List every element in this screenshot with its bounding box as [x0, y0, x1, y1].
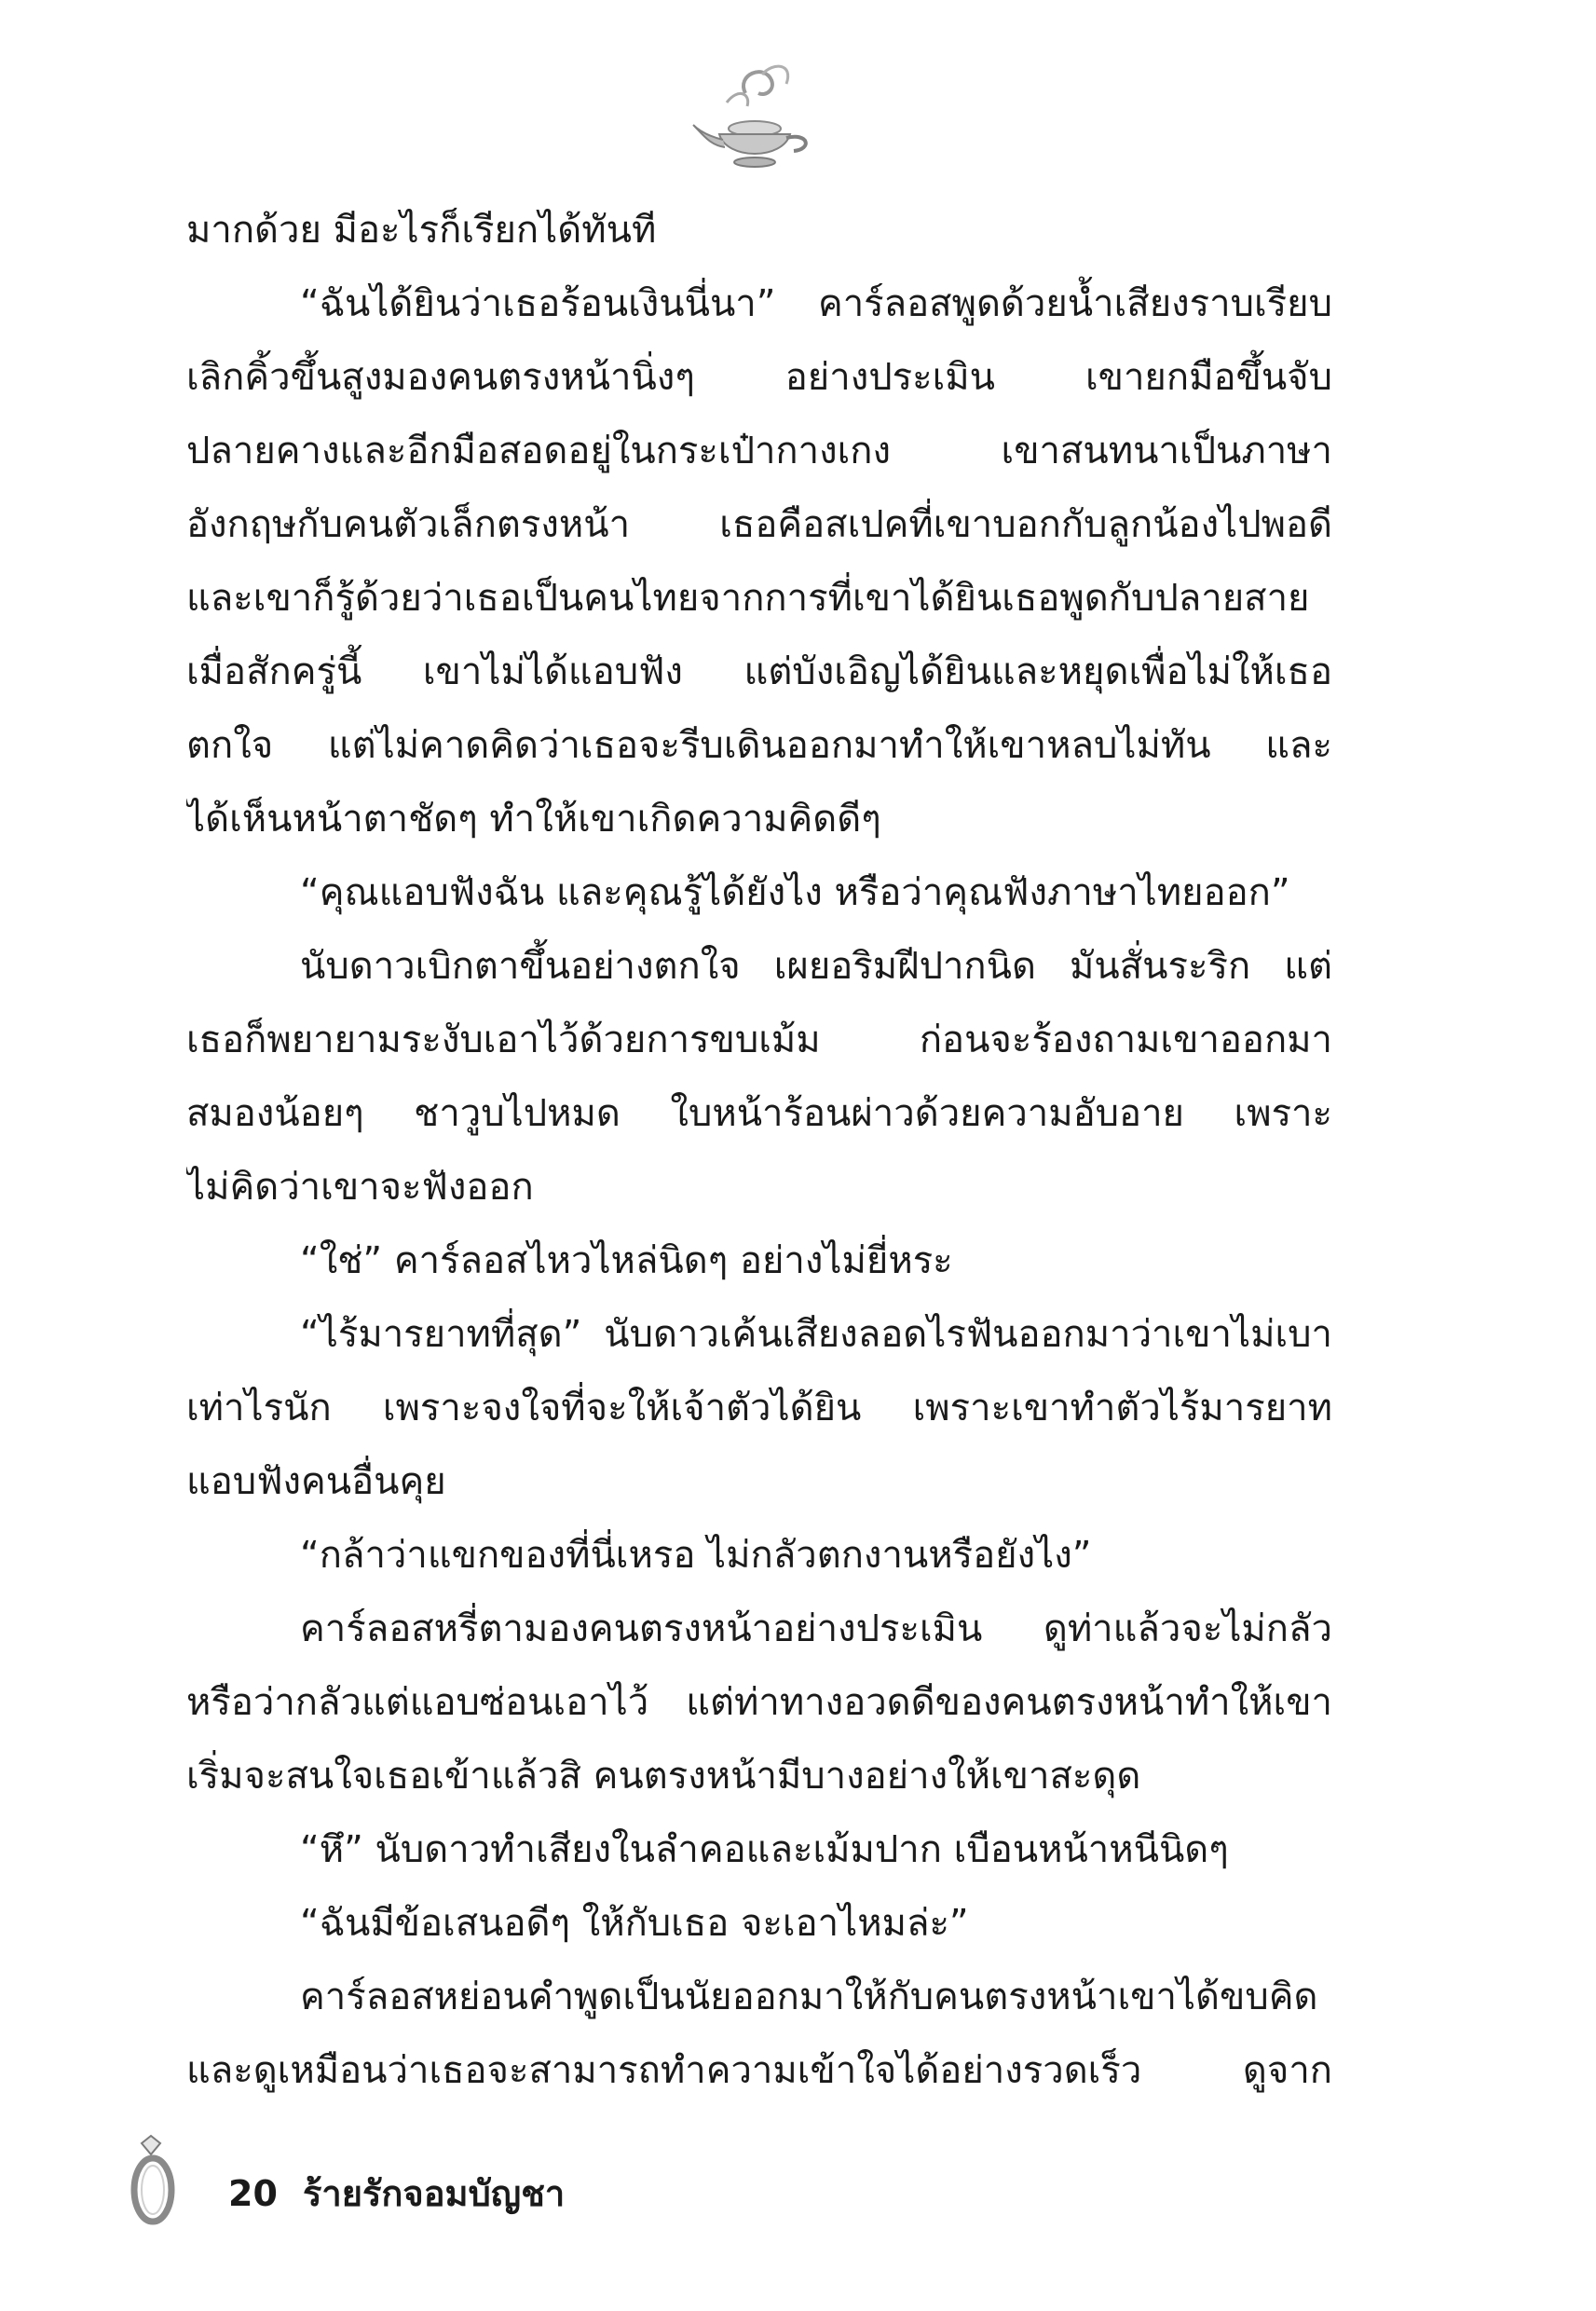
page-number: 20 [228, 2173, 278, 2214]
book-title: ร้ายรักจอมบัญชา [303, 2173, 566, 2214]
text-line: ตกใจ แต่ไม่คาดคิดว่าเธอจะรีบเดินออกมาทำให้เขาหลบไม่ทัน และ [186, 724, 1332, 767]
magic-lamp-icon [689, 56, 820, 177]
text-line: คาร์ลอสหรี่ตามองคนตรงหน้าอย่างประเมิน ดูท่าแล้วจะไม่กลัว [300, 1607, 1332, 1650]
text-line: “ฉันมีข้อเสนอดีๆ ให้กับเธอ จะเอาไหมล่ะ” [300, 1902, 969, 1945]
text-line: “กล้าว่าแขกของที่นี่เหรอ ไม่กลัวตกงานหรือยังไง” [300, 1534, 1092, 1577]
text-line: ได้เห็นหน้าตาชัดๆ ทำให้เขาเกิดความคิดดีๆ [186, 798, 881, 841]
text-line: “ใช่” คาร์ลอสไหวไหล่นิดๆ อย่างไม่ยี่หระ [300, 1239, 953, 1282]
text-line: “ไร้มารยาทที่สุด” นับดาวเค้นเสียงลอดไรฟันออกมาว่าเขาไม่เบา [300, 1313, 1332, 1356]
text-line: “หึ” นับดาวทำเสียงในลำคอและเม้มปาก เบือนหน้าหนีนิดๆ [300, 1828, 1229, 1871]
text-line: และดูเหมือนว่าเธอจะสามารถทำความเข้าใจได้อย่างรวดเร็ว ดูจาก [186, 2049, 1332, 2092]
text-line: “ฉันได้ยินว่าเธอร้อนเงินนี่นา” คาร์ลอสพูดด้วยน้ำเสียงราบเรียบ [300, 282, 1332, 325]
text-line: สมองน้อยๆ ชาวูบไปหมด ใบหน้าร้อนผ่าวด้วยความอับอาย เพราะ [186, 1092, 1332, 1135]
text-line: เธอก็พยายามระงับเอาไว้ด้วยการขบเม้ม ก่อนจะร้องถามเขาออกมา [186, 1019, 1332, 1061]
text-line: มากด้วย มีอะไรก็เรียกได้ทันที [186, 209, 657, 252]
text-line: หรือว่ากลัวแต่แอบซ่อนเอาไว้ แต่ท่าทางอวดดีของคนตรงหน้าทำให้เขา [186, 1681, 1332, 1724]
text-line: คาร์ลอสหย่อนคำพูดเป็นนัยออกมาให้กับคนตรงหน้าเขาได้ขบคิด [300, 1976, 1318, 2018]
text-line: แอบฟังคนอื่นคุย [186, 1460, 446, 1503]
text-line: ไม่คิดว่าเขาจะฟังออก [186, 1166, 534, 1209]
body-text [186, 194, 1332, 2108]
text-line: อังกฤษกับคนตัวเล็กตรงหน้า เธอคือสเปคที่เขาบอกกับลูกน้องไปพอดี [186, 503, 1332, 546]
text-line: “คุณแอบฟังฉัน และคุณรู้ได้ยังไง หรือว่าคุณฟังภาษาไทยออก” [300, 871, 1290, 914]
text-line: ปลายคางและอีกมือสอดอยู่ในกระเป๋ากางเกง เขาสนทนาเป็นภาษา [186, 430, 1332, 472]
text-line: เมื่อสักครู่นี้ เขาไม่ได้แอบฟัง แต่บังเอิญได้ยินและหยุดเพื่อไม่ให้เธอ [186, 650, 1332, 693]
text-line: เลิกคิ้วขึ้นสูงมองคนตรงหน้านิ่งๆ อย่างประเมิน เขายกมือขึ้นจับ [186, 356, 1332, 399]
text-line: เท่าไรนัก เพราะจงใจที่จะให้เจ้าตัวได้ยิน เพราะเขาทำตัวไร้มารยาท [186, 1387, 1332, 1429]
page-footer [121, 2134, 773, 2236]
text-line: เริ่มจะสนใจเธอเข้าแล้วสิ คนตรงหน้ามีบางอย่างให้เขาสะดุด [186, 1755, 1141, 1798]
text-line: นับดาวเบิกตาขึ้นอย่างตกใจ เผยอริมฝีปากนิด มันสั่นระริก แต่ [300, 945, 1332, 988]
text-line: และเขาก็รู้ด้วยว่าเธอเป็นคนไทยจากการที่เขาได้ยินเธอพูดกับปลายสาย [186, 577, 1310, 620]
diamond-ring-icon [121, 2134, 196, 2227]
